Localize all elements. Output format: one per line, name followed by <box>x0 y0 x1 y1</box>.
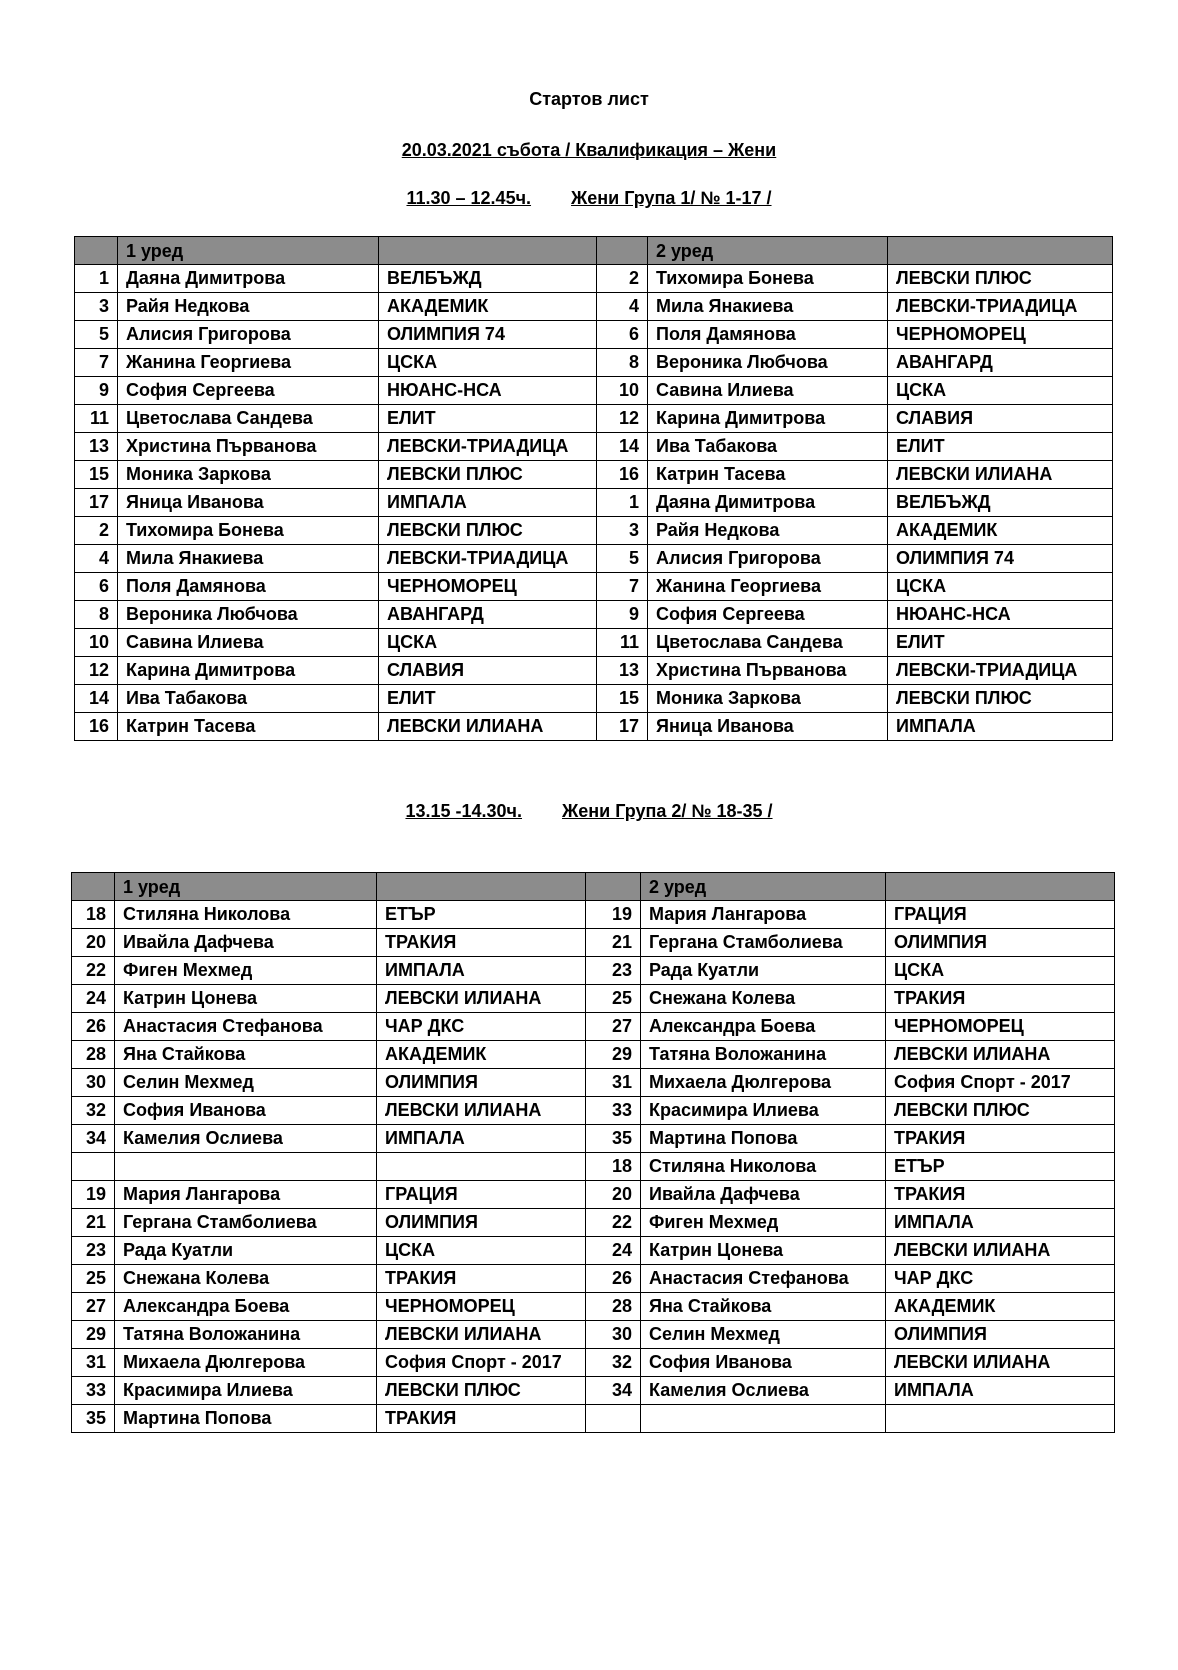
table-header-row <box>75 237 1113 265</box>
table-row <box>75 377 1113 405</box>
start-number-cell: 17 <box>597 713 648 741</box>
club-cell: ИМПАЛА <box>886 1377 1115 1405</box>
club-cell: ЦСКА <box>888 573 1113 601</box>
table-row <box>75 293 1113 321</box>
start-number-cell: 4 <box>597 293 648 321</box>
athlete-name-cell: Стиляна Николова <box>641 1153 886 1181</box>
start-number-cell: 16 <box>75 713 118 741</box>
table-row <box>75 601 1113 629</box>
club-cell: ЦСКА <box>886 957 1115 985</box>
group-1-time: 11.30 – 12.45ч. <box>406 188 532 208</box>
athlete-name-cell: Ива Табакова <box>118 685 379 713</box>
club-cell: ЕЛИТ <box>379 405 597 433</box>
club-cell: СЛАВИЯ <box>888 405 1113 433</box>
athlete-name-cell: Фиген Мехмед <box>641 1209 886 1237</box>
start-number-cell: 13 <box>75 433 118 461</box>
club-cell: АКАДЕМИК <box>377 1041 586 1069</box>
athlete-name-cell: Карина Димитрова <box>118 657 379 685</box>
start-number-cell: 2 <box>75 517 118 545</box>
header-cell <box>75 237 118 265</box>
club-cell: ЧЕРНОМОРЕЦ <box>377 1293 586 1321</box>
athlete-name-cell: Камелия Ослиева <box>641 1377 886 1405</box>
start-number-cell: 9 <box>597 601 648 629</box>
start-number-cell: 25 <box>586 985 641 1013</box>
club-cell: ЕЛИТ <box>888 433 1113 461</box>
table-row <box>72 1181 1115 1209</box>
header-cell-apparatus-2: 2 уред <box>641 873 886 901</box>
header-cell <box>597 237 648 265</box>
athlete-name-cell: Жанина Георгиева <box>118 349 379 377</box>
start-number-cell: 20 <box>72 929 115 957</box>
start-number-cell: 28 <box>72 1041 115 1069</box>
athlete-name-cell: Жанина Георгиева <box>648 573 888 601</box>
club-cell: ТРАКИЯ <box>886 1181 1115 1209</box>
club-cell: СЛАВИЯ <box>379 657 597 685</box>
club-cell: ТРАКИЯ <box>886 1125 1115 1153</box>
table-row <box>72 1069 1115 1097</box>
start-number-cell: 19 <box>586 901 641 929</box>
club-cell: ЛЕВСКИ-ТРИАДИЦА <box>379 433 597 461</box>
club-cell: ЛЕВСКИ ИЛИАНА <box>377 1097 586 1125</box>
start-number-cell: 2 <box>597 265 648 293</box>
start-number-cell: 17 <box>75 489 118 517</box>
club-cell: ИМПАЛА <box>377 957 586 985</box>
club-cell <box>377 1153 586 1181</box>
start-number-cell: 21 <box>72 1209 115 1237</box>
table-row <box>75 545 1113 573</box>
athlete-name-cell <box>641 1405 886 1433</box>
club-cell: ТРАКИЯ <box>377 1405 586 1433</box>
club-cell: ЕТЪР <box>886 1153 1115 1181</box>
table-row <box>72 1013 1115 1041</box>
athlete-name-cell: Анастасия Стефанова <box>641 1265 886 1293</box>
athlete-name-cell: Моника Заркова <box>118 461 379 489</box>
header-cell <box>72 873 115 901</box>
athlete-name-cell: Карина Димитрова <box>648 405 888 433</box>
start-number-cell: 29 <box>586 1041 641 1069</box>
page-title <box>0 88 1178 110</box>
athlete-name-cell: Александра Боева <box>115 1293 377 1321</box>
club-cell: АКАДЕМИК <box>886 1293 1115 1321</box>
table-row <box>72 1209 1115 1237</box>
club-cell: ЛЕВСКИ ПЛЮС <box>379 517 597 545</box>
athlete-name-cell: Мила Янакиева <box>648 293 888 321</box>
start-number-cell <box>72 1153 115 1181</box>
start-number-cell: 24 <box>586 1237 641 1265</box>
athlete-name-cell: Ива Табакова <box>648 433 888 461</box>
page-title-text: Стартов лист <box>529 89 649 109</box>
start-number-cell: 31 <box>586 1069 641 1097</box>
header-cell-apparatus-1: 1 уред <box>115 873 377 901</box>
start-number-cell: 15 <box>75 461 118 489</box>
table-row <box>72 1237 1115 1265</box>
athlete-name-cell: Катрин Тасева <box>118 713 379 741</box>
start-number-cell: 6 <box>597 321 648 349</box>
club-cell: ЧЕРНОМОРЕЦ <box>888 321 1113 349</box>
start-number-cell: 33 <box>72 1377 115 1405</box>
athlete-name-cell: Михаела Дюлгерова <box>115 1349 377 1377</box>
start-number-cell <box>586 1405 641 1433</box>
club-cell: ЧАР ДКС <box>886 1265 1115 1293</box>
table-row <box>75 517 1113 545</box>
club-cell: ЛЕВСКИ ИЛИАНА <box>886 1349 1115 1377</box>
athlete-name-cell: Моника Заркова <box>648 685 888 713</box>
athlete-name-cell: Вероника Любчова <box>118 601 379 629</box>
table-row <box>72 1125 1115 1153</box>
athlete-name-cell: Красимира Илиева <box>115 1377 377 1405</box>
athlete-name-cell: Александра Боева <box>641 1013 886 1041</box>
table-row <box>72 1265 1115 1293</box>
club-cell: ЛЕВСКИ-ТРИАДИЦА <box>379 545 597 573</box>
header-cell-apparatus-1: 1 уред <box>118 237 379 265</box>
athlete-name-cell: Поля Дамянова <box>648 321 888 349</box>
start-number-cell: 32 <box>586 1349 641 1377</box>
club-cell: ГРАЦИЯ <box>886 901 1115 929</box>
athlete-name-cell: Снежана Колева <box>115 1265 377 1293</box>
start-number-cell: 25 <box>72 1265 115 1293</box>
club-cell: ЕТЪР <box>377 901 586 929</box>
club-cell: ЛЕВСКИ-ТРИАДИЦА <box>888 293 1113 321</box>
athlete-name-cell: Михаела Дюлгерова <box>641 1069 886 1097</box>
athlete-name-cell: София Сергеева <box>118 377 379 405</box>
athlete-name-cell: София Иванова <box>115 1097 377 1125</box>
header-cell-apparatus-2: 2 уред <box>648 237 888 265</box>
club-cell: ТРАКИЯ <box>377 929 586 957</box>
table-row <box>72 1377 1115 1405</box>
group-1-table-body <box>75 237 1113 741</box>
club-cell: ОЛИМПИЯ <box>886 929 1115 957</box>
header-cell <box>586 873 641 901</box>
start-number-cell: 10 <box>597 377 648 405</box>
start-number-cell: 11 <box>75 405 118 433</box>
athlete-name-cell: Рада Куатли <box>641 957 886 985</box>
start-number-cell: 13 <box>597 657 648 685</box>
start-number-cell: 32 <box>72 1097 115 1125</box>
table-row <box>75 685 1113 713</box>
athlete-name-cell: Цветослава Сандева <box>118 405 379 433</box>
athlete-name-cell: Стиляна Николова <box>115 901 377 929</box>
header-cell <box>886 873 1115 901</box>
table-row <box>72 929 1115 957</box>
table-row <box>72 1041 1115 1069</box>
start-number-cell: 15 <box>597 685 648 713</box>
table-header-row <box>72 873 1115 901</box>
start-number-cell: 19 <box>72 1181 115 1209</box>
athlete-name-cell: Катрин Цонева <box>641 1237 886 1265</box>
athlete-name-cell: Селин Мехмед <box>641 1321 886 1349</box>
club-cell: ЛЕВСКИ ИЛИАНА <box>888 461 1113 489</box>
table-row <box>75 573 1113 601</box>
start-number-cell: 7 <box>75 349 118 377</box>
athlete-name-cell: Селин Мехмед <box>115 1069 377 1097</box>
group-2-heading <box>0 800 1178 822</box>
group-2-label: Жени Група 2/ № 18-35 / <box>562 801 773 821</box>
table-row <box>72 1321 1115 1349</box>
athlete-name-cell: Снежана Колева <box>641 985 886 1013</box>
start-number-cell: 5 <box>75 321 118 349</box>
club-cell: ИМПАЛА <box>377 1125 586 1153</box>
table-row <box>72 957 1115 985</box>
club-cell: ЛЕВСКИ ПЛЮС <box>379 461 597 489</box>
table-row <box>72 1405 1115 1433</box>
start-number-cell: 26 <box>72 1013 115 1041</box>
club-cell: ЛЕВСКИ ПЛЮС <box>886 1097 1115 1125</box>
athlete-name-cell <box>115 1153 377 1181</box>
club-cell: АКАДЕМИК <box>379 293 597 321</box>
club-cell: ВЕЛБЪЖД <box>379 265 597 293</box>
athlete-name-cell: София Сергеева <box>648 601 888 629</box>
club-cell: ЦСКА <box>888 377 1113 405</box>
club-cell: ВЕЛБЪЖД <box>888 489 1113 517</box>
club-cell: ИМПАЛА <box>379 489 597 517</box>
table-row <box>75 433 1113 461</box>
table-row <box>75 405 1113 433</box>
club-cell: ТРАКИЯ <box>377 1265 586 1293</box>
start-number-cell: 22 <box>586 1209 641 1237</box>
header-cell <box>888 237 1113 265</box>
start-number-cell: 12 <box>597 405 648 433</box>
start-number-cell: 29 <box>72 1321 115 1349</box>
athlete-name-cell: Цветослава Сандева <box>648 629 888 657</box>
table-row <box>75 489 1113 517</box>
start-number-cell: 14 <box>597 433 648 461</box>
athlete-name-cell: Катрин Тасева <box>648 461 888 489</box>
athlete-name-cell: Христина Първанова <box>118 433 379 461</box>
header-cell <box>377 873 586 901</box>
club-cell: ЛЕВСКИ ИЛИАНА <box>379 713 597 741</box>
club-cell: ОЛИМПИЯ <box>886 1321 1115 1349</box>
athlete-name-cell: Яна Стайкова <box>115 1041 377 1069</box>
athlete-name-cell: Яна Стайкова <box>641 1293 886 1321</box>
athlete-name-cell: Катрин Цонева <box>115 985 377 1013</box>
club-cell: София Спорт - 2017 <box>886 1069 1115 1097</box>
athlete-name-cell: Райя Недкова <box>118 293 379 321</box>
athlete-name-cell: Мартина Попова <box>115 1405 377 1433</box>
start-number-cell: 23 <box>586 957 641 985</box>
table-row <box>75 461 1113 489</box>
start-number-cell: 30 <box>586 1321 641 1349</box>
athlete-name-cell: Райя Недкова <box>648 517 888 545</box>
start-number-cell: 35 <box>586 1125 641 1153</box>
table-row <box>75 321 1113 349</box>
athlete-name-cell: Савина Илиева <box>648 377 888 405</box>
start-number-cell: 33 <box>586 1097 641 1125</box>
start-number-cell: 18 <box>72 901 115 929</box>
athlete-name-cell: Алисия Григорова <box>118 321 379 349</box>
group-1-start-table <box>74 236 1113 741</box>
athlete-name-cell: Тихомира Бонева <box>118 517 379 545</box>
start-number-cell: 11 <box>597 629 648 657</box>
start-number-cell: 27 <box>586 1013 641 1041</box>
club-cell: АВАНГАРД <box>379 601 597 629</box>
group-2-table-body <box>72 873 1115 1433</box>
start-number-cell: 16 <box>597 461 648 489</box>
table-row <box>75 349 1113 377</box>
group-2-start-table <box>71 872 1115 1433</box>
athlete-name-cell: Вероника Любчова <box>648 349 888 377</box>
start-number-cell: 8 <box>597 349 648 377</box>
club-cell: ЦСКА <box>379 349 597 377</box>
athlete-name-cell: Рада Куатли <box>115 1237 377 1265</box>
athlete-name-cell: Мария Лангарова <box>641 901 886 929</box>
athlete-name-cell: Яница Иванова <box>648 713 888 741</box>
club-cell: НЮАНС-НСА <box>379 377 597 405</box>
club-cell: ЦСКА <box>379 629 597 657</box>
table-row <box>75 265 1113 293</box>
athlete-name-cell: Тихомира Бонева <box>648 265 888 293</box>
date-line-text: 20.03.2021 събота / Квалификация – Жени <box>401 140 777 160</box>
club-cell: АКАДЕМИК <box>888 517 1113 545</box>
athlete-name-cell: Фиген Мехмед <box>115 957 377 985</box>
club-cell: ЧЕРНОМОРЕЦ <box>886 1013 1115 1041</box>
start-number-cell: 1 <box>597 489 648 517</box>
start-number-cell: 24 <box>72 985 115 1013</box>
club-cell: ЕЛИТ <box>888 629 1113 657</box>
start-number-cell: 3 <box>597 517 648 545</box>
group-1-heading <box>0 187 1178 209</box>
athlete-name-cell: Даяна Димитрова <box>118 265 379 293</box>
date-line <box>0 139 1178 161</box>
table-row <box>72 1293 1115 1321</box>
start-number-cell: 7 <box>597 573 648 601</box>
club-cell: ТРАКИЯ <box>886 985 1115 1013</box>
table-row <box>72 1349 1115 1377</box>
athlete-name-cell: Христина Първанова <box>648 657 888 685</box>
table-row <box>75 713 1113 741</box>
start-number-cell: 8 <box>75 601 118 629</box>
table-row <box>75 629 1113 657</box>
club-cell: ЛЕВСКИ ИЛИАНА <box>377 1321 586 1349</box>
start-number-cell: 31 <box>72 1349 115 1377</box>
start-number-cell: 9 <box>75 377 118 405</box>
athlete-name-cell: Даяна Димитрова <box>648 489 888 517</box>
club-cell: ЦСКА <box>377 1237 586 1265</box>
athlete-name-cell: Мария Лангарова <box>115 1181 377 1209</box>
start-number-cell: 5 <box>597 545 648 573</box>
start-number-cell: 3 <box>75 293 118 321</box>
club-cell: ОЛИМПИЯ <box>377 1069 586 1097</box>
athlete-name-cell: Алисия Григорова <box>648 545 888 573</box>
athlete-name-cell: Татяна Воложанина <box>641 1041 886 1069</box>
club-cell: ЛЕВСКИ ИЛИАНА <box>886 1237 1115 1265</box>
club-cell: АВАНГАРД <box>888 349 1113 377</box>
table-row <box>72 1097 1115 1125</box>
athlete-name-cell: Красимира Илиева <box>641 1097 886 1125</box>
club-cell: София Спорт - 2017 <box>377 1349 586 1377</box>
club-cell: ОЛИМПИЯ 74 <box>888 545 1113 573</box>
athlete-name-cell: Камелия Ослиева <box>115 1125 377 1153</box>
table-row <box>75 657 1113 685</box>
athlete-name-cell: Гергана Стамболиева <box>641 929 886 957</box>
athlete-name-cell: Яница Иванова <box>118 489 379 517</box>
table-row <box>72 901 1115 929</box>
start-number-cell: 4 <box>75 545 118 573</box>
club-cell: ГРАЦИЯ <box>377 1181 586 1209</box>
start-number-cell: 34 <box>586 1377 641 1405</box>
start-number-cell: 28 <box>586 1293 641 1321</box>
start-number-cell: 34 <box>72 1125 115 1153</box>
athlete-name-cell: Поля Дамянова <box>118 573 379 601</box>
club-cell: ОЛИМПИЯ 74 <box>379 321 597 349</box>
start-number-cell: 20 <box>586 1181 641 1209</box>
athlete-name-cell: Ивайла Дафчева <box>641 1181 886 1209</box>
club-cell: ЛЕВСКИ ИЛИАНА <box>377 985 586 1013</box>
athlete-name-cell: София Иванова <box>641 1349 886 1377</box>
club-cell <box>886 1405 1115 1433</box>
club-cell: ЛЕВСКИ ИЛИАНА <box>886 1041 1115 1069</box>
club-cell: ИМПАЛА <box>886 1209 1115 1237</box>
club-cell: ЕЛИТ <box>379 685 597 713</box>
start-number-cell: 6 <box>75 573 118 601</box>
club-cell: ЛЕВСКИ ПЛЮС <box>888 265 1113 293</box>
club-cell: ЛЕВСКИ ПЛЮС <box>377 1377 586 1405</box>
start-number-cell: 35 <box>72 1405 115 1433</box>
athlete-name-cell: Татяна Воложанина <box>115 1321 377 1349</box>
group-2-time: 13.15 -14.30ч. <box>405 801 523 821</box>
start-number-cell: 18 <box>586 1153 641 1181</box>
start-number-cell: 22 <box>72 957 115 985</box>
club-cell: ЛЕВСКИ-ТРИАДИЦА <box>888 657 1113 685</box>
athlete-name-cell: Мартина Попова <box>641 1125 886 1153</box>
club-cell: НЮАНС-НСА <box>888 601 1113 629</box>
athlete-name-cell: Мила Янакиева <box>118 545 379 573</box>
start-number-cell: 12 <box>75 657 118 685</box>
group-1-label: Жени Група 1/ № 1-17 / <box>571 188 772 208</box>
start-number-cell: 21 <box>586 929 641 957</box>
start-number-cell: 27 <box>72 1293 115 1321</box>
header-cell <box>379 237 597 265</box>
table-row <box>72 1153 1115 1181</box>
start-number-cell: 26 <box>586 1265 641 1293</box>
athlete-name-cell: Ивайла Дафчева <box>115 929 377 957</box>
athlete-name-cell: Гергана Стамболиева <box>115 1209 377 1237</box>
athlete-name-cell: Анастасия Стефанова <box>115 1013 377 1041</box>
club-cell: ЛЕВСКИ ПЛЮС <box>888 685 1113 713</box>
start-number-cell: 30 <box>72 1069 115 1097</box>
start-number-cell: 10 <box>75 629 118 657</box>
start-number-cell: 23 <box>72 1237 115 1265</box>
club-cell: ОЛИМПИЯ <box>377 1209 586 1237</box>
table-row <box>72 985 1115 1013</box>
club-cell: ЧАР ДКС <box>377 1013 586 1041</box>
club-cell: ИМПАЛА <box>888 713 1113 741</box>
start-number-cell: 1 <box>75 265 118 293</box>
club-cell: ЧЕРНОМОРЕЦ <box>379 573 597 601</box>
start-number-cell: 14 <box>75 685 118 713</box>
athlete-name-cell: Савина Илиева <box>118 629 379 657</box>
